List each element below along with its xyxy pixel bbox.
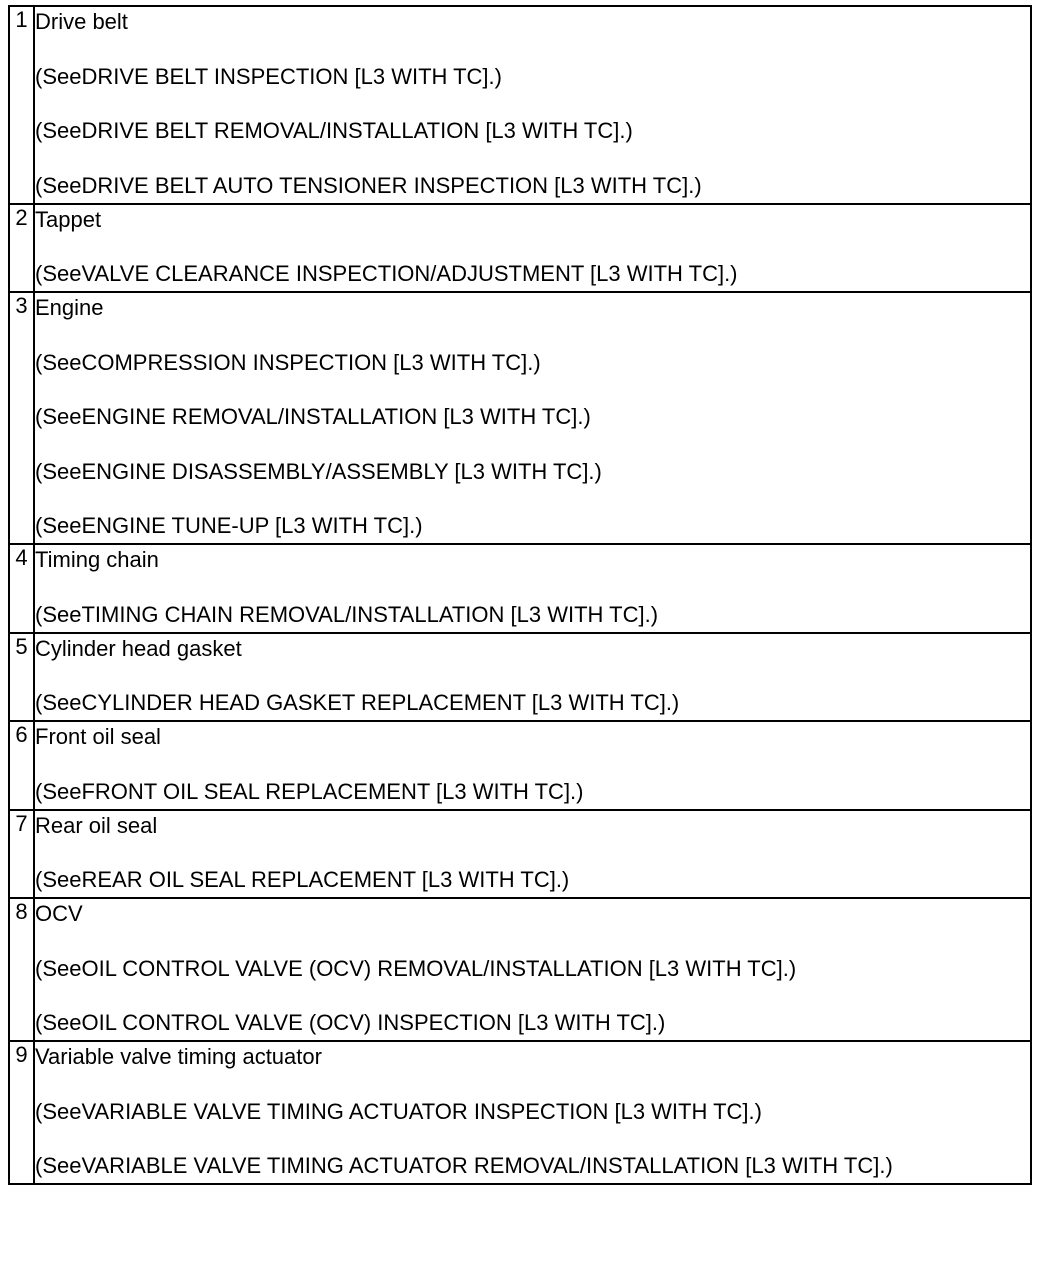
- parts-table-body: [9, 6, 1031, 1184]
- item-title: Variable valve timing actuator: [35, 1044, 322, 1069]
- item-content: [34, 721, 1031, 810]
- item-number: 1: [9, 6, 34, 204]
- item-content: [34, 292, 1031, 544]
- reference-link[interactable]: (SeeVALVE CLEARANCE INSPECTION/ADJUSTMENT [L3 WITH TC].): [35, 261, 738, 286]
- item-number: 7: [9, 810, 34, 899]
- item-title: Cylinder head gasket: [35, 635, 242, 661]
- reference-link[interactable]: (SeeENGINE DISASSEMBLY/ASSEMBLY [L3 WITH TC].): [35, 458, 602, 484]
- document-page: [8, 5, 1032, 1185]
- item-content: [34, 810, 1031, 899]
- item-title: OCV: [35, 901, 83, 926]
- item-title: Front oil seal: [35, 724, 161, 749]
- item-content: [34, 1041, 1031, 1184]
- reference-link[interactable]: (SeeENGINE TUNE-UP [L3 WITH TC].): [35, 513, 423, 538]
- table-row: [9, 544, 1031, 633]
- reference-link[interactable]: (SeeDRIVE BELT REMOVAL/INSTALLATION [L3 WITH TC].): [35, 118, 633, 143]
- item-number: 4: [9, 544, 34, 633]
- reference-link[interactable]: (SeeFRONT OIL SEAL REPLACEMENT [L3 WITH TC].): [35, 778, 584, 804]
- table-row: [9, 633, 1031, 722]
- item-title: Timing chain: [35, 547, 159, 572]
- item-content: [34, 6, 1031, 204]
- item-number: 8: [9, 898, 34, 1041]
- parts-table: [8, 5, 1032, 1185]
- reference-link[interactable]: (SeeOIL CONTROL VALVE (OCV) INSPECTION [L3 WITH TC].): [35, 1010, 666, 1035]
- reference-link[interactable]: (SeeVARIABLE VALVE TIMING ACTUATOR INSPECTION [L3 WITH TC].): [35, 1098, 762, 1124]
- table-row: [9, 810, 1031, 899]
- item-content: [34, 544, 1031, 633]
- reference-link[interactable]: (SeeENGINE REMOVAL/INSTALLATION [L3 WITH TC].): [35, 404, 591, 429]
- reference-link[interactable]: (SeeDRIVE BELT INSPECTION [L3 WITH TC].): [35, 63, 502, 89]
- item-title: Drive belt: [35, 9, 128, 34]
- item-number: 2: [9, 204, 34, 293]
- table-row: [9, 898, 1031, 1041]
- item-content: [34, 898, 1031, 1041]
- reference-link[interactable]: (SeeOIL CONTROL VALVE (OCV) REMOVAL/INSTALLATION [L3 WITH TC].): [35, 955, 797, 981]
- item-number: 9: [9, 1041, 34, 1184]
- reference-link[interactable]: (SeeVARIABLE VALVE TIMING ACTUATOR REMOVAL/INSTALLATION [L3 WITH TC].): [35, 1153, 893, 1178]
- item-content: [34, 204, 1031, 293]
- item-number: 6: [9, 721, 34, 810]
- item-title: Rear oil seal: [35, 812, 158, 838]
- reference-link[interactable]: (SeeDRIVE BELT AUTO TENSIONER INSPECTION [L3 WITH TC].): [35, 172, 702, 198]
- item-title: Engine: [35, 295, 104, 320]
- item-number: 5: [9, 633, 34, 722]
- item-content: [34, 633, 1031, 722]
- reference-link[interactable]: (SeeTIMING CHAIN REMOVAL/INSTALLATION [L3 WITH TC].): [35, 601, 659, 627]
- reference-link[interactable]: (SeeCOMPRESSION INSPECTION [L3 WITH TC].): [35, 349, 541, 375]
- table-row: [9, 721, 1031, 810]
- item-number: 3: [9, 292, 34, 544]
- reference-link[interactable]: (SeeCYLINDER HEAD GASKET REPLACEMENT [L3 WITH TC].): [35, 690, 680, 715]
- table-row: [9, 292, 1031, 544]
- table-row: [9, 1041, 1031, 1184]
- table-row: [9, 204, 1031, 293]
- item-title: Tappet: [35, 206, 102, 232]
- table-row: [9, 6, 1031, 204]
- reference-link[interactable]: (SeeREAR OIL SEAL REPLACEMENT [L3 WITH TC].): [35, 867, 570, 892]
